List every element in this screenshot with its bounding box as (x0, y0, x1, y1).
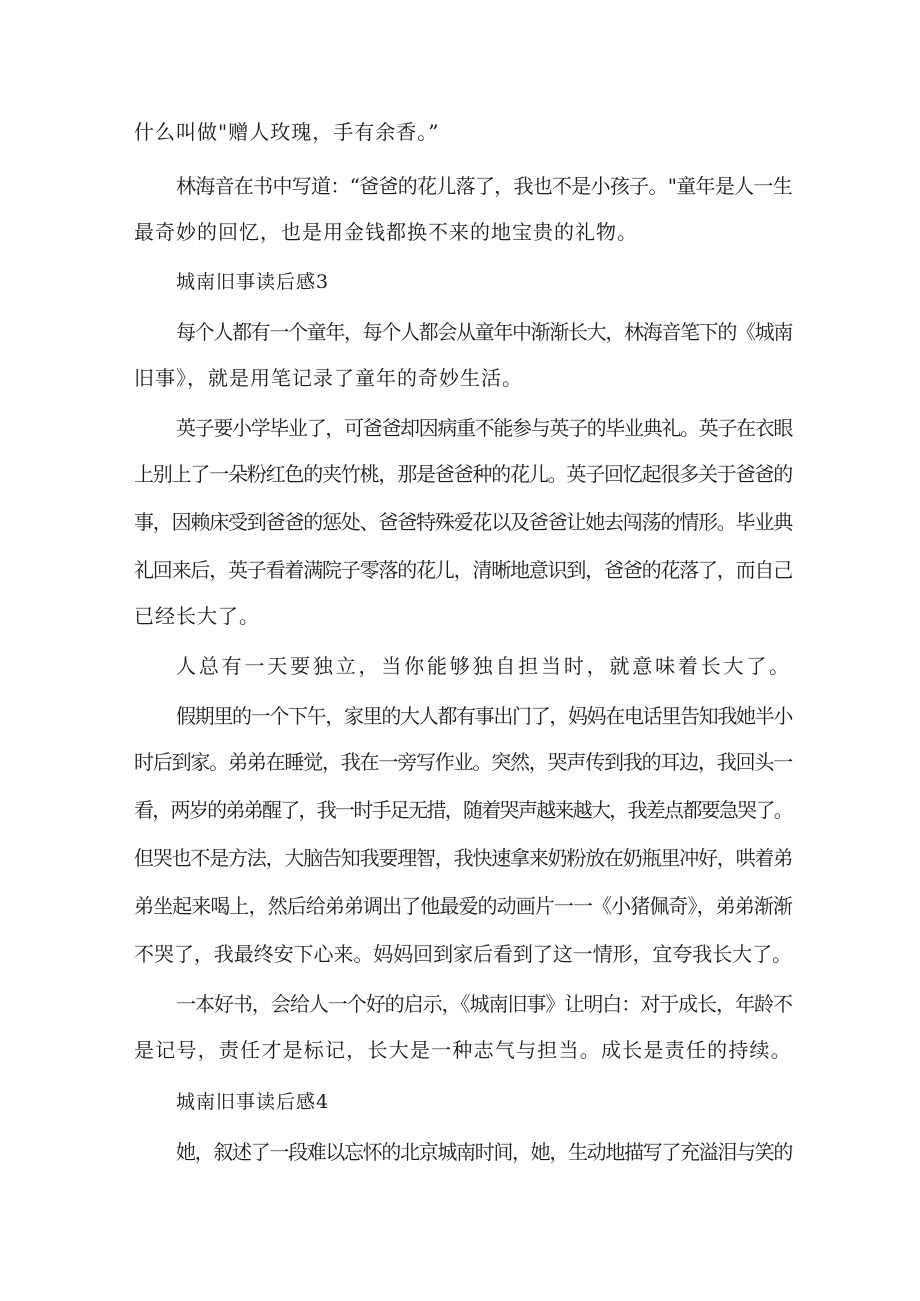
paragraph-line: 什么叫做"赠人玫瑰，手有余香。” (134, 120, 440, 144)
paragraph-line: 假期里的一个下午，家里的大人都有事出门了，妈妈在电话里告知我她半小 (176, 704, 792, 728)
section-heading: 城南旧事读后感4 (176, 1091, 330, 1113)
paragraph-line: 弟坐起来喝上，然后给弟弟调出了他最爱的动画片一一《小猪佩奇》，弟弟渐渐 (134, 894, 792, 918)
paragraph-line: 最奇妙的回忆，也是用金钱都换不来的地宝贵的礼物。 (134, 220, 638, 244)
paragraph-line: 人总有一天要独立，当你能够独自担当时，就意味着长大了。 (176, 654, 792, 678)
paragraph-line: 时后到家。弟弟在睡觉，我在一旁写作业。突然，哭声传到我的耳边，我回头一 (134, 750, 792, 774)
paragraph-line: 上别上了一朵粉红色的夹竹桃，那是爸爸种的花儿。英子回忆起很多关于爸爸的 (134, 462, 792, 486)
paragraph-line: 她，叙述了一段难以忘怀的北京城南时间，她，生动地描写了充溢泪与笑的 (176, 1140, 792, 1164)
section-heading: 城南旧事读后感3 (176, 271, 330, 293)
paragraph-line: 礼回来后，英子看着满院子零落的花儿，清晰地意识到，爸爸的花落了，而自己 (134, 558, 792, 582)
paragraph-line: 是记号，责任才是标记，长大是一种志气与担当。成长是责任的持续。 (134, 1038, 792, 1062)
paragraph-line: 事，因赖床受到爸爸的惩处、爸爸特殊爱花以及爸爸让她去闯荡的情形。毕业典 (134, 510, 792, 534)
paragraph-line: 但哭也不是方法，大脑告知我要理智，我快速拿来奶粉放在奶瓶里冲好，哄着弟 (134, 846, 792, 870)
paragraph-line: 林海音在书中写道：“爸爸的花儿落了，我也不是小孩子。"童年是人一生 (176, 174, 792, 198)
paragraph-line: 看，两岁的弟弟醒了，我一时手足无措，随着哭声越来越大，我差点都要急哭了。 (134, 798, 792, 822)
paragraph-line: 不哭了，我最终安下心来。妈妈回到家后看到了这一情形，宜夸我长大了。 (134, 942, 792, 966)
paragraph-line: 已经长大了。 (134, 604, 260, 628)
paragraph-line: 每个人都有一个童年，每个人都会从童年中渐渐长大，林海音笔下的《城南 (176, 320, 792, 344)
paragraph-line: 旧事》，就是用笔记录了童年的奇妙生活。 (134, 366, 523, 390)
paragraph-line: 英子要小学毕业了，可爸爸却因病重不能参与英子的毕业典礼。英子在衣眼 (176, 416, 792, 440)
paragraph-line: 一本好书，会给人一个好的启示，《城南旧事》让明白：对于成长，年龄不 (176, 992, 792, 1016)
